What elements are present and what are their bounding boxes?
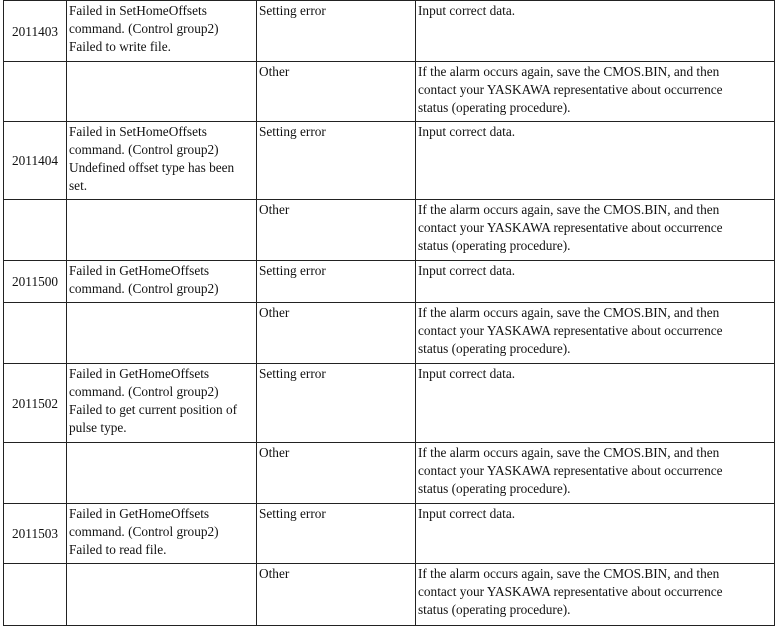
alarm-cause-cell — [257, 122, 416, 200]
alarm-description-line: Failed to read file. — [69, 542, 167, 557]
alarm-code-cell — [4, 122, 67, 200]
alarm-remedy-line: contact your YASKAWA representative about occurrence — [418, 82, 723, 97]
alarm-remedy-line: Input correct data. — [418, 263, 516, 278]
alarm-remedy-cell — [416, 62, 775, 122]
alarm-remedy-line: If the alarm occurs again, save the CMOS.BIN, and then — [418, 202, 720, 217]
table-row — [4, 303, 775, 364]
alarm-remedy-cell — [416, 261, 775, 303]
alarm-remedy-cell — [416, 443, 775, 504]
alarm-code-cell — [4, 443, 67, 504]
table-row — [4, 1, 775, 62]
alarm-cause-cell — [257, 303, 416, 364]
alarm-remedy-cell — [416, 364, 775, 443]
alarm-description-cell — [67, 261, 257, 303]
alarm-description-line: Failed in GetHomeOffsets — [69, 506, 210, 521]
table-row — [4, 364, 775, 443]
alarm-code-cell — [4, 364, 67, 443]
table-row — [4, 122, 775, 200]
alarm-remedy-cell — [416, 564, 775, 626]
alarm-description-line: Failed in GetHomeOffsets — [69, 366, 210, 381]
alarm-remedy-cell — [416, 200, 775, 261]
alarm-cause-cell — [257, 261, 416, 303]
alarm-description-line: pulse type. — [69, 420, 127, 435]
alarm-remedy-line: status (operating procedure). — [418, 238, 571, 253]
alarm-description-cell — [67, 364, 257, 443]
alarm-cause-cell — [257, 364, 416, 443]
table-row — [4, 261, 775, 303]
alarm-cause: Setting error — [259, 506, 326, 521]
alarm-remedy-line: If the alarm occurs again, save the CMOS.BIN, and then — [418, 305, 720, 320]
alarm-description-cell — [67, 122, 257, 200]
alarm-code-cell — [4, 62, 67, 122]
alarm-description-cell — [67, 200, 257, 261]
alarm-description-line: command. (Control group2) — [69, 281, 219, 296]
alarm-code-cell — [4, 564, 67, 626]
table-row — [4, 62, 775, 122]
alarm-description-cell — [67, 504, 257, 564]
alarm-remedy-cell — [416, 504, 775, 564]
alarm-remedy-line: status (operating procedure). — [418, 602, 571, 617]
alarm-cause: Other — [259, 305, 290, 320]
alarm-cause-cell — [257, 443, 416, 504]
alarm-cause-cell — [257, 504, 416, 564]
alarm-description-cell — [67, 303, 257, 364]
alarm-cause: Other — [259, 445, 290, 460]
alarm-description-cell — [67, 1, 257, 62]
alarm-code-cell — [4, 504, 67, 564]
alarm-description-line: Failed to write file. — [69, 39, 171, 54]
alarm-remedy-line: contact your YASKAWA representative about occurrence — [418, 463, 723, 478]
table-row — [4, 504, 775, 564]
alarm-cause: Other — [259, 64, 290, 79]
alarm-code: 2011502 — [12, 395, 59, 411]
alarm-description-cell — [67, 564, 257, 626]
alarm-description-cell — [67, 62, 257, 122]
alarm-remedy-line: Input correct data. — [418, 506, 516, 521]
alarm-description-line: command. (Control group2) — [69, 21, 219, 36]
alarm-description-line: command. (Control group2) — [69, 384, 219, 399]
alarm-code: 2011403 — [12, 23, 59, 39]
alarm-description-line: Undefined offset type has been — [69, 160, 235, 175]
alarm-remedy-line: status (operating procedure). — [418, 341, 571, 356]
alarm-description-cell — [67, 443, 257, 504]
alarm-code-cell — [4, 261, 67, 303]
alarm-remedy-line: If the alarm occurs again, save the CMOS.BIN, and then — [418, 64, 720, 79]
alarm-remedy-cell — [416, 122, 775, 200]
alarm-description-line: command. (Control group2) — [69, 142, 219, 157]
alarm-remedy-line: If the alarm occurs again, save the CMOS.BIN, and then — [418, 566, 720, 581]
alarm-remedy-line: Input correct data. — [418, 124, 516, 139]
alarm-remedy-line: status (operating procedure). — [418, 100, 571, 115]
alarm-cause: Other — [259, 566, 290, 581]
alarm-cause: Setting error — [259, 124, 326, 139]
table-row — [4, 443, 775, 504]
alarm-code: 2011404 — [12, 153, 59, 168]
alarm-cause-cell — [257, 564, 416, 626]
alarm-remedy-line: contact your YASKAWA representative about occurrence — [418, 220, 723, 235]
alarm-cause-cell — [257, 1, 416, 62]
alarm-cause-cell — [257, 62, 416, 122]
alarm-description-line: command. (Control group2) — [69, 524, 219, 539]
alarm-code-cell — [4, 303, 67, 364]
alarm-cause: Setting error — [259, 3, 326, 18]
alarm-remedy-line: Input correct data. — [418, 366, 516, 381]
alarm-remedy-line: contact your YASKAWA representative about occurrence — [418, 323, 723, 338]
alarm-cause: Setting error — [259, 366, 326, 381]
alarm-description-line: Failed in SetHomeOffsets — [69, 3, 207, 18]
table-row — [4, 564, 775, 626]
alarm-code-cell — [4, 1, 67, 62]
alarm-remedy-cell — [416, 1, 775, 62]
alarm-remedy-line: If the alarm occurs again, save the CMOS.BIN, and then — [418, 445, 720, 460]
alarm-code: 2011503 — [12, 526, 59, 541]
alarm-remedy-line: Input correct data. — [418, 3, 516, 18]
alarm-remedy-line: status (operating procedure). — [418, 481, 571, 496]
alarm-description-line: Failed in GetHomeOffsets — [69, 263, 210, 278]
alarm-cause: Setting error — [259, 263, 326, 278]
alarm-code: 2011500 — [12, 274, 59, 289]
alarm-description-line: set. — [69, 178, 88, 193]
alarm-remedy-line: contact your YASKAWA representative about occurrence — [418, 584, 723, 599]
alarm-code-cell — [4, 200, 67, 261]
alarm-cause: Other — [259, 202, 290, 217]
alarm-table-body — [4, 1, 775, 626]
alarm-code-table — [3, 0, 775, 626]
alarm-description-line: Failed to get current position of — [69, 402, 238, 417]
alarm-cause-cell — [257, 200, 416, 261]
alarm-remedy-cell — [416, 303, 775, 364]
table-row — [4, 200, 775, 261]
alarm-description-line: Failed in SetHomeOffsets — [69, 124, 207, 139]
